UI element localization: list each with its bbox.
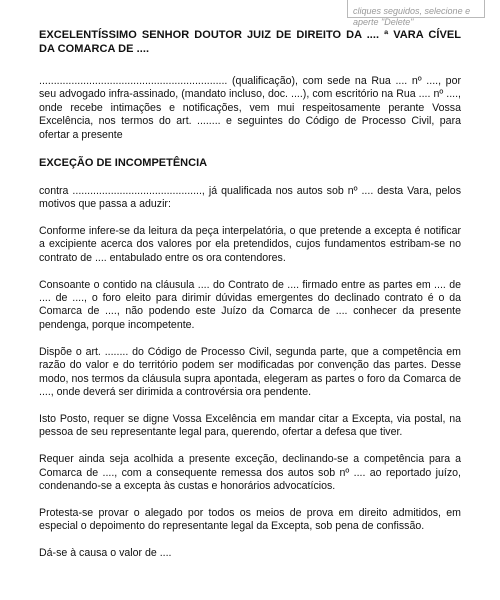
- intro-paragraph: ................................................................ (qualificação), com sede na Rua .... nº ...., por seu advogado infra-assinado, (mandato incluso, doc. ....), com escritório na Rua .... nº ...., onde recebe intimações e notificações, vem mui respeitosamente perante Vossa Excelência, nos termos do art. ........ e seguintes do Código de Processo Civil, para ofertar a presente: [39, 75, 461, 141]
- paragraph-valor-causa: Dá-se à causa o valor de ....: [39, 547, 172, 560]
- paragraph-contra: contra ............................................, já qualificada nos autos sob nº .... desta Vara, pelos motivos que passa a aduzir:: [39, 184, 461, 210]
- paragraph-protesta: Protesta-se provar o alegado por todos os meios de prova em direito admitidos, em especial o depoimento do representante legal da Excepta, sob pena de confissão.: [39, 506, 461, 533]
- instruction-tooltip-text: cliques seguidos, selecione e aperte "Delete": [353, 6, 471, 27]
- paragraph-consoante: Consoante o contido na cláusula .... do Contrato de .... firmado entre as partes em .... de .... de ...., o foro eleito para dirimir dúvidas emergentes do declinado contrato é o da Comarca de ...., não podendo este Juízo da Comarca de .... conhecer da presente pendenga, porque incompetente.: [39, 278, 461, 331]
- document-body: [39, 28, 461, 561]
- paragraph-dispoe: Dispõe o art. ........ do Código de Processo Civil, segunda parte, que a competência em razão do valor e do território podem ser modificadas por convenção das partes. Desse modo, nos termos da cláusula supra apontada, elegeram as partes o foro da Comarca de ...., onde deverá ser dirimida a controvérsia ora pendente.: [39, 345, 461, 398]
- section-title: EXCEÇÃO DE INCOMPETÊNCIA: [39, 156, 208, 169]
- paragraph-requer: Requer ainda seja acolhida a presente exceção, declinando-se a competência para a Comarca de ...., com a consequente remessa dos autos sob nº .... ao reportado juízo, condenando-se a excepta às custas e honorários advocatícios.: [39, 453, 461, 492]
- paragraph-conforme: Conforme infere-se da leitura da peça interpelatória, o que pretende a excepta é notificar a excipiente acerca dos valores por ela pretendidos, cujos fundamentos estribam-se no contrato de .... entabulado entre os ora contendores.: [39, 224, 461, 264]
- document-heading: EXCELENTÍSSIMO SENHOR DOUTOR JUIZ DE DIREITO DA .... ª VARA CÍVEL DA COMARCA DE ....: [39, 29, 461, 55]
- instruction-tooltip: [347, 0, 485, 27]
- paragraph-isto-posto: Isto Posto, requer se digne Vossa Excelência em mandar citar a Excepta, via postal, na pessoa de seu representante legal para, querendo, ofertar a defesa que tiver.: [39, 412, 461, 439]
